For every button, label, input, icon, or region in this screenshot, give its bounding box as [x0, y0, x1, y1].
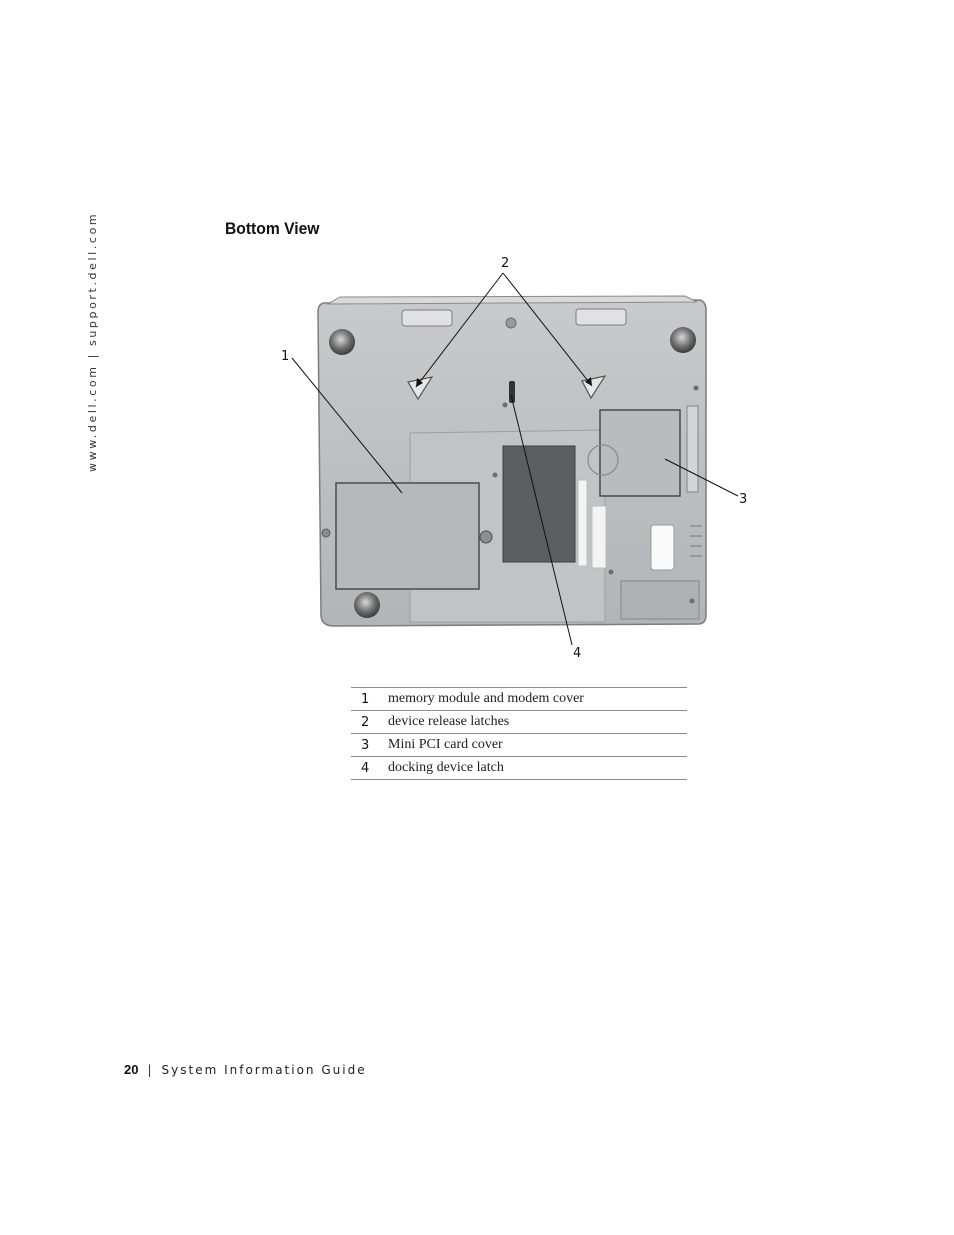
legend-description: memory module and modem cover — [388, 688, 687, 711]
section-heading: Bottom View — [225, 219, 320, 238]
legend-number: 1 — [351, 688, 388, 711]
footer-separator: | — [147, 1063, 152, 1077]
table-row — [351, 688, 687, 711]
legend-description: Mini PCI card cover — [388, 734, 687, 757]
legend-number: 3 — [351, 734, 388, 757]
sidebar-url — [84, 211, 104, 472]
page-footer — [124, 1062, 367, 1077]
callout-1: 1 — [281, 349, 290, 364]
bottom-view-figure — [260, 250, 780, 670]
legend-description: device release latches — [388, 711, 687, 734]
table-row — [351, 711, 687, 734]
callout-4: 4 — [573, 646, 582, 661]
mini-pci-cover — [600, 410, 680, 496]
page-number: 20 — [124, 1062, 139, 1077]
callout-2: 2 — [501, 256, 510, 271]
legend-description: docking device latch — [388, 757, 687, 780]
callout-3: 3 — [739, 492, 748, 507]
document-title: System Information Guide — [161, 1063, 367, 1077]
laptop-bottom-illustration — [260, 250, 780, 670]
callout-legend-table — [351, 687, 687, 780]
table-row — [351, 734, 687, 757]
table-row — [351, 757, 687, 780]
legend-number: 2 — [351, 711, 388, 734]
sidebar-url-text: www.dell.com | support.dell.com — [86, 211, 99, 472]
legend-number: 4 — [351, 757, 388, 780]
memory-module-cover — [336, 483, 479, 589]
